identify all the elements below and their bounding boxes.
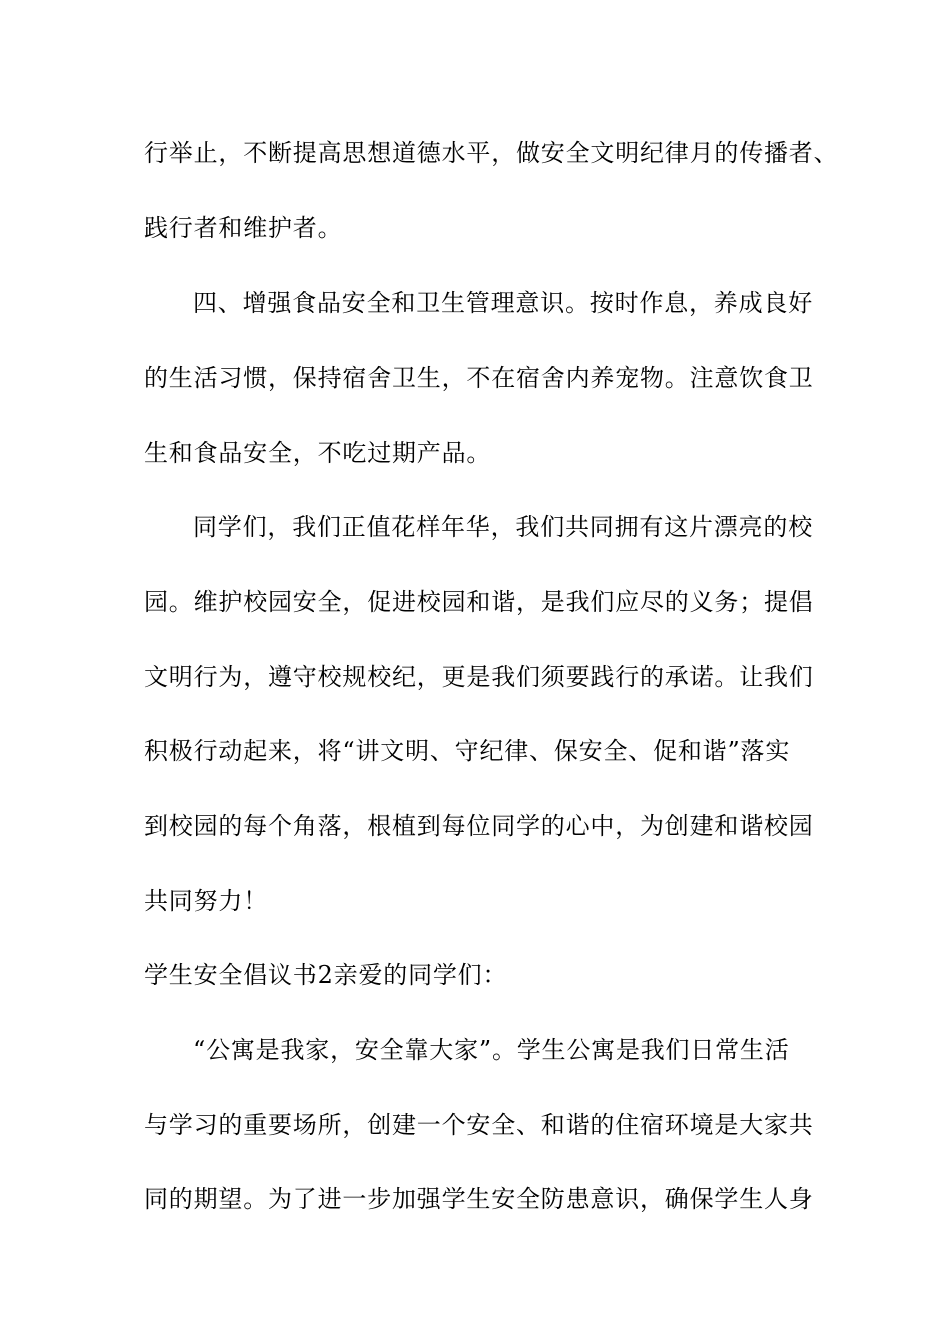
- paragraph-line: 文明行为，遵守校规校纪，更是我们须要践行的承诺。让我们: [144, 663, 814, 691]
- paragraph-line: 四、增强食品安全和卫生管理意识。按时作息，养成良好: [193, 289, 813, 317]
- paragraph-line: 行举止，不断提高思想道德水平，做安全文明纪律月的传播者、: [144, 139, 839, 167]
- paragraph-line: 同学们，我们正值花样年华，我们共同拥有这片漂亮的校: [193, 513, 813, 541]
- paragraph-line: 到校园的每个角落，根植到每位同学的心中，为创建和谐校园: [144, 812, 814, 840]
- paragraph-line: 同的期望。为了进一步加强学生安全防患意识，确保学生人身: [144, 1185, 814, 1213]
- paragraph-line: 践行者和维护者。: [144, 214, 343, 242]
- paragraph-line: 积极行动起来，将“讲文明、守纪律、保安全、促和谐”落实: [144, 737, 791, 765]
- paragraph-line: 园。维护校园安全，促进校园和谐，是我们应尽的义务；提倡: [144, 588, 814, 616]
- paragraph-line: 生和食品安全，不吃过期产品。: [144, 439, 492, 467]
- paragraph-line: “公寓是我家，安全靠大家”。学生公寓是我们日常生活: [193, 1036, 790, 1064]
- paragraph-line: 共同努力！: [144, 887, 268, 915]
- paragraph-line: 的生活习惯，保持宿舍卫生，不在宿舍内养宠物。注意饮食卫: [144, 364, 814, 392]
- paragraph-line: 与学习的重要场所，创建一个安全、和谐的住宿环境是大家共: [144, 1111, 814, 1139]
- section-heading: 学生安全倡议书2亲爱的同学们：: [144, 961, 508, 989]
